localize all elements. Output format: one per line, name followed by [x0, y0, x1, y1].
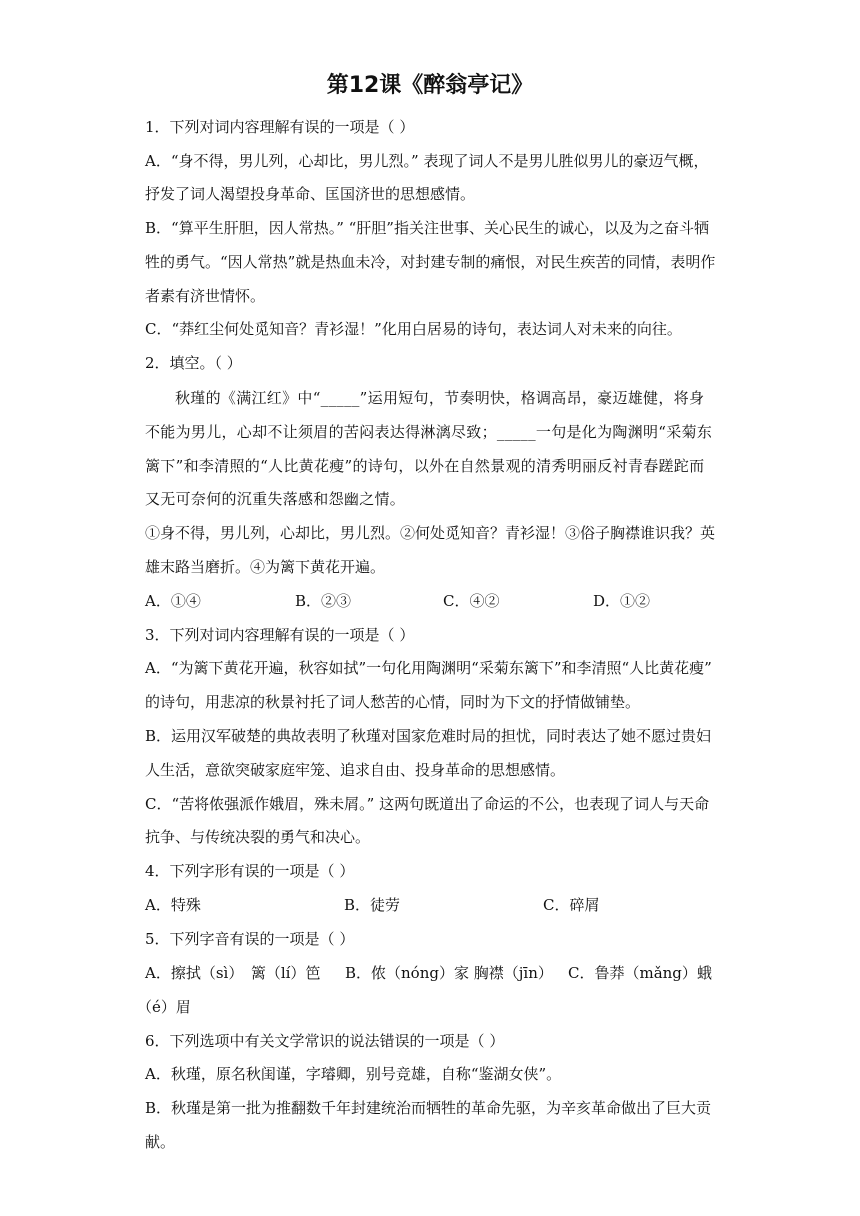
q3-option-a-line-1: A．“为篱下黄花开遍，秋容如拭”一句化用陶渊明“采菊东篱下”和李清照“人比黄花瘦” — [145, 659, 712, 677]
q2-option-a: A．①④ — [145, 592, 201, 610]
question-5-stem: 5．下列字音有误的一项是（ ） — [145, 930, 355, 948]
question-1-stem: 1．下列对词内容理解有误的一项是（ ） — [145, 118, 415, 136]
question-2-stem: 2．填空。（ ） — [145, 354, 242, 372]
q2-passage-line-4: 又无可奈何的沉重失落感和怨幽之情。 — [145, 490, 406, 508]
q2-passage-line-3: 篱下”和李清照的“人比黄花瘦”的诗句，以外在自然景观的清秀明丽反衬青春蹉跎而 — [145, 457, 705, 475]
q1-option-b-line-3: 者素有济世情怀。 — [145, 287, 266, 305]
q4-option-c: C．碎屑 — [543, 896, 600, 914]
q3-option-a-line-2: 的诗句，用悲凉的秋景衬托了词人愁苦的心情，同时为下文的抒情做铺垫。 — [145, 693, 641, 711]
q6-option-a-line-1: A．秋瑾，原名秋闺谨，字璿卿，别号竞雄，自称“鉴湖女侠”。 — [145, 1065, 562, 1083]
q2-option-b: B．②③ — [295, 592, 352, 610]
question-3-stem: 3．下列对词内容理解有误的一项是（ ） — [145, 626, 415, 644]
q3-option-b-line-1: B．运用汉军破楚的典故表明了秋瑾对国家危难时局的担忧，同时表达了她不愿过贵妇 — [145, 727, 712, 745]
q3-option-c-line-1: C．“苦将侬强派作娥眉，殊未屑。” 这两句既道出了命运的不公，也表现了词人与天命 — [145, 795, 710, 813]
q1-option-b-line-1: B．“算平生肝胆，因人常热。” “肝胆”指关注世事、关心民生的诚心，以及为之奋斗牺 — [145, 219, 709, 237]
question-6-stem: 6．下列选项中有关文学常识的说法错误的一项是（ ） — [145, 1032, 505, 1050]
q2-items-line-2: 雄末路当磨折。④为篱下黄花开遍。 — [145, 558, 386, 576]
q5-option-b: B．侬（nóng）家 胸襟（jīn） — [345, 964, 553, 982]
q2-option-d: D．①② — [593, 592, 651, 610]
q1-option-a-line-2: 抒发了词人渴望投身革命、匡国济世的思想感情。 — [145, 185, 476, 203]
q3-option-b-line-2: 人生活，意欲突破家庭牢笼、追求自由、投身革命的思想感情。 — [145, 761, 566, 779]
q4-option-a: A．特殊 — [145, 896, 201, 914]
q6-option-b-line-1: B．秋瑾是第一批为推翻数千年封建统治而牺牲的革命先驱，为辛亥革命做出了巨大贡 — [145, 1099, 712, 1117]
q6-option-b-line-2: 献。 — [145, 1133, 176, 1151]
q5-option-c-continued: （é）眉 — [137, 998, 191, 1016]
q3-option-c-line-2: 抗争、与传统决裂的勇气和决心。 — [145, 828, 371, 846]
q2-items-line-1: ①身不得，男儿列，心却比，男儿烈。②何处觅知音？青衫湿！③俗子胸襟谁识我？英 — [145, 524, 716, 542]
q5-option-c: C．鲁莽（mǎng） — [568, 964, 697, 982]
q2-passage-line-2: 不能为男儿，心却不让须眉的苦闷表达得淋漓尽致；_____一句是化为陶渊明“采菊东 — [145, 423, 713, 441]
q1-option-c-line-1: C．“莽红尘何处觅知音？青衫湿！”化用白居易的诗句，表达词人对未来的向往。 — [145, 320, 682, 338]
q5-option-a: A．擦拭（sì） 篱（lí）笆 — [145, 964, 321, 982]
q5-option-c-tail: 蛾 — [697, 964, 713, 982]
page-title: 第12课《醉翁亭记》 — [326, 73, 534, 98]
q2-option-c: C．④② — [443, 592, 500, 610]
q1-option-a-line-1: A．“身不得，男儿列，心却比，男儿烈。” 表现了词人不是男儿胜似男儿的豪迈气概， — [145, 152, 709, 170]
question-4-stem: 4．下列字形有误的一项是（ ） — [145, 862, 355, 880]
q2-passage-line-1: 秋瑾的《满江红》中“_____”运用短句，节奏明快，格调高昂，豪迈雄健，将身 — [175, 389, 705, 407]
q4-option-b: B．徒劳 — [344, 896, 401, 914]
q1-option-b-line-2: 牲的勇气。“因人常热”就是热血未冷，对封建专制的痛恨，对民生疾苦的同情，表明作 — [145, 253, 716, 271]
